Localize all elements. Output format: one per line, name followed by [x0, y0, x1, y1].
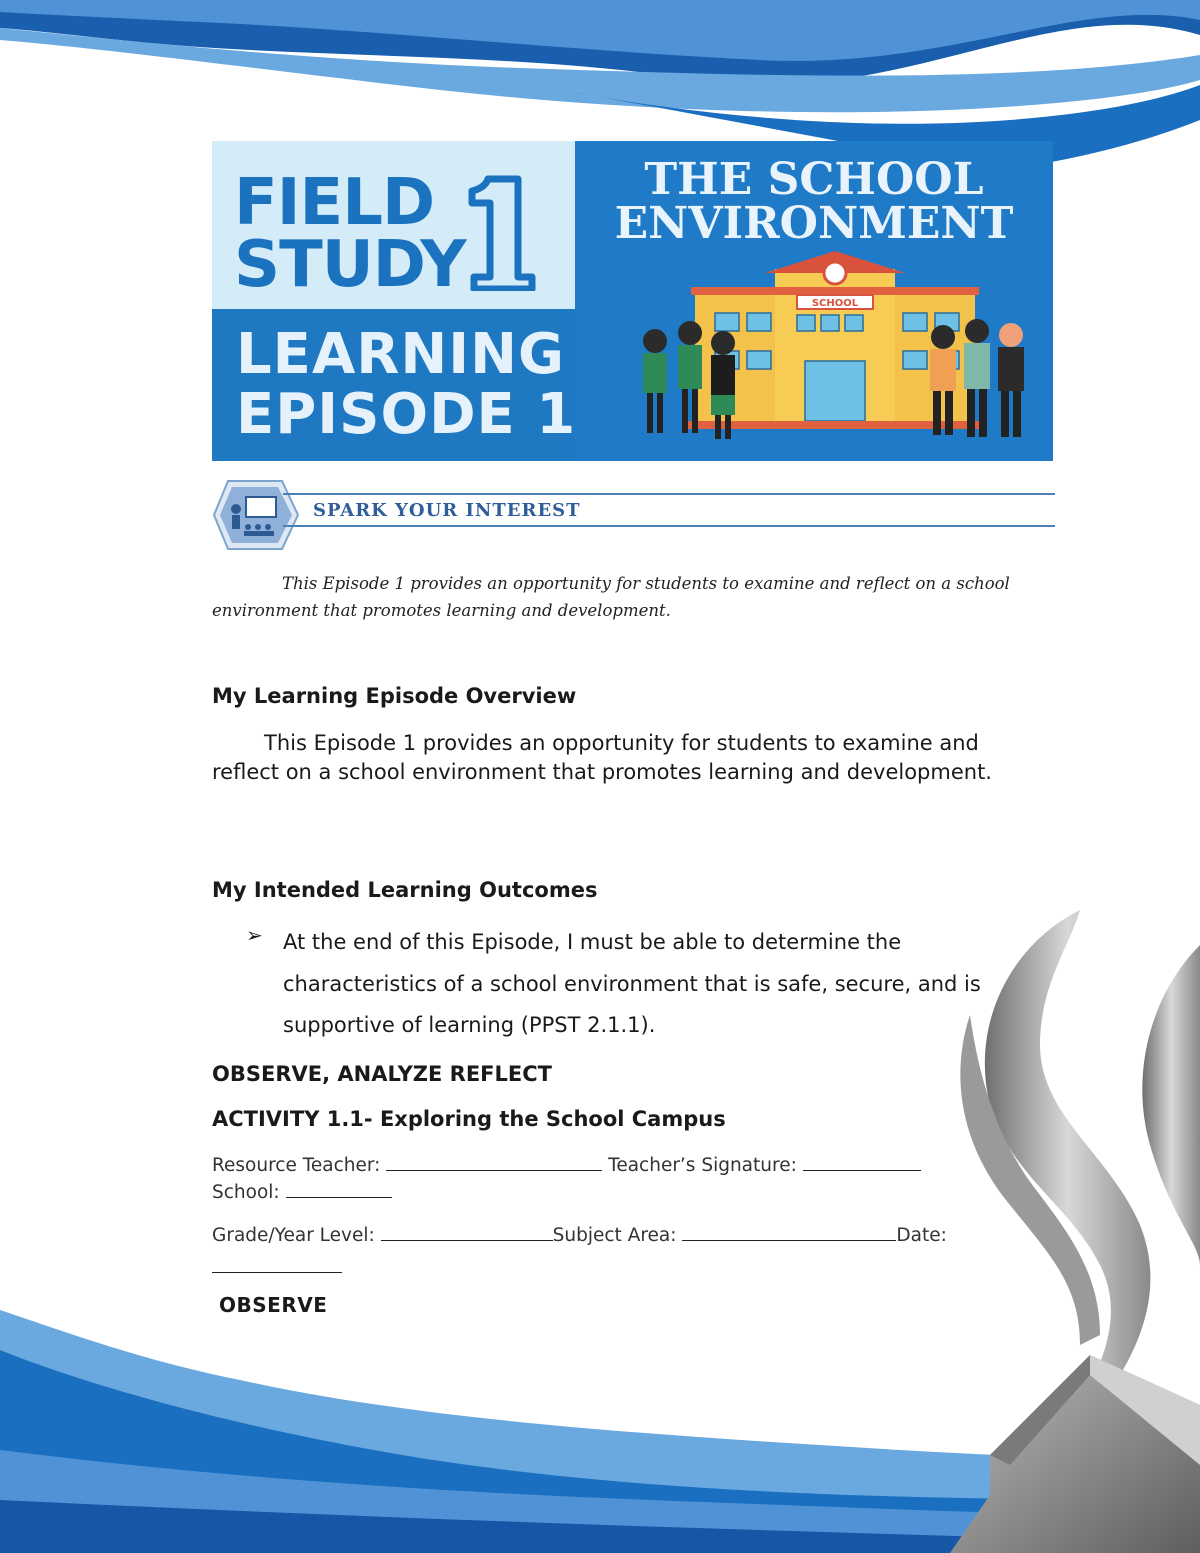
spark-title: SPARK YOUR INTEREST [313, 500, 581, 521]
grade-level-field[interactable] [381, 1222, 553, 1241]
outcome-item: At the end of this Episode, I must be able to determine the characteristics of a school environment that is safe, secure, and is supportive of learning (PPST 2.1.1). [283, 930, 981, 1037]
episode-banner [212, 141, 1053, 461]
spark-rule-bottom [283, 525, 1055, 527]
banner-title-line1: THE SCHOOL [644, 154, 984, 205]
subject-area-label: Subject Area: [552, 1225, 677, 1246]
school-label: School: [212, 1182, 280, 1203]
outcomes-heading: My Intended Learning Outcomes [212, 878, 598, 902]
section-heading: OBSERVE, ANALYZE REFLECT [212, 1062, 552, 1086]
form-row-grade [212, 1222, 1042, 1249]
banner-field: FIELD [234, 166, 435, 240]
banner-number-one [466, 173, 536, 291]
date-field[interactable] [212, 1272, 342, 1273]
school-field[interactable] [286, 1179, 392, 1198]
banner-title-line2: ENVIRONMENT [614, 198, 1014, 249]
resource-teacher-field[interactable] [386, 1152, 602, 1171]
signature-field[interactable] [803, 1152, 921, 1171]
banner-learning: LEARNING [236, 322, 565, 387]
banner-episode: EPISODE 1 [236, 382, 577, 447]
grade-level-label: Grade/Year Level: [212, 1225, 375, 1246]
date-label: Date: [896, 1225, 947, 1246]
spark-intro-text: This Episode 1 provides an opportunity for students to examine and reflect on a school environment that promotes learning and development. [212, 574, 1010, 620]
teacher-board-icon [212, 479, 302, 551]
school-building-illustration [625, 251, 1045, 456]
banner-study: STUDY [234, 228, 466, 302]
overview-heading: My Learning Episode Overview [212, 684, 577, 708]
spark-rule-top [283, 493, 1055, 495]
observe-heading: OBSERVE [219, 1293, 328, 1317]
activity-title: ACTIVITY 1.1- Exploring the School Campus [212, 1107, 726, 1131]
school-sign-text: SCHOOL [811, 298, 859, 309]
subject-area-field[interactable] [682, 1222, 896, 1241]
resource-teacher-label: Resource Teacher: [212, 1155, 381, 1176]
form-row-teacher [212, 1152, 1032, 1206]
overview-text: This Episode 1 provides an opportunity for students to examine and reflect on a school environment that promotes learning and development. [212, 731, 992, 784]
signature-label: Teacher’s Signature: [608, 1155, 797, 1176]
arrow-bullet-icon: ➢ [246, 923, 263, 947]
